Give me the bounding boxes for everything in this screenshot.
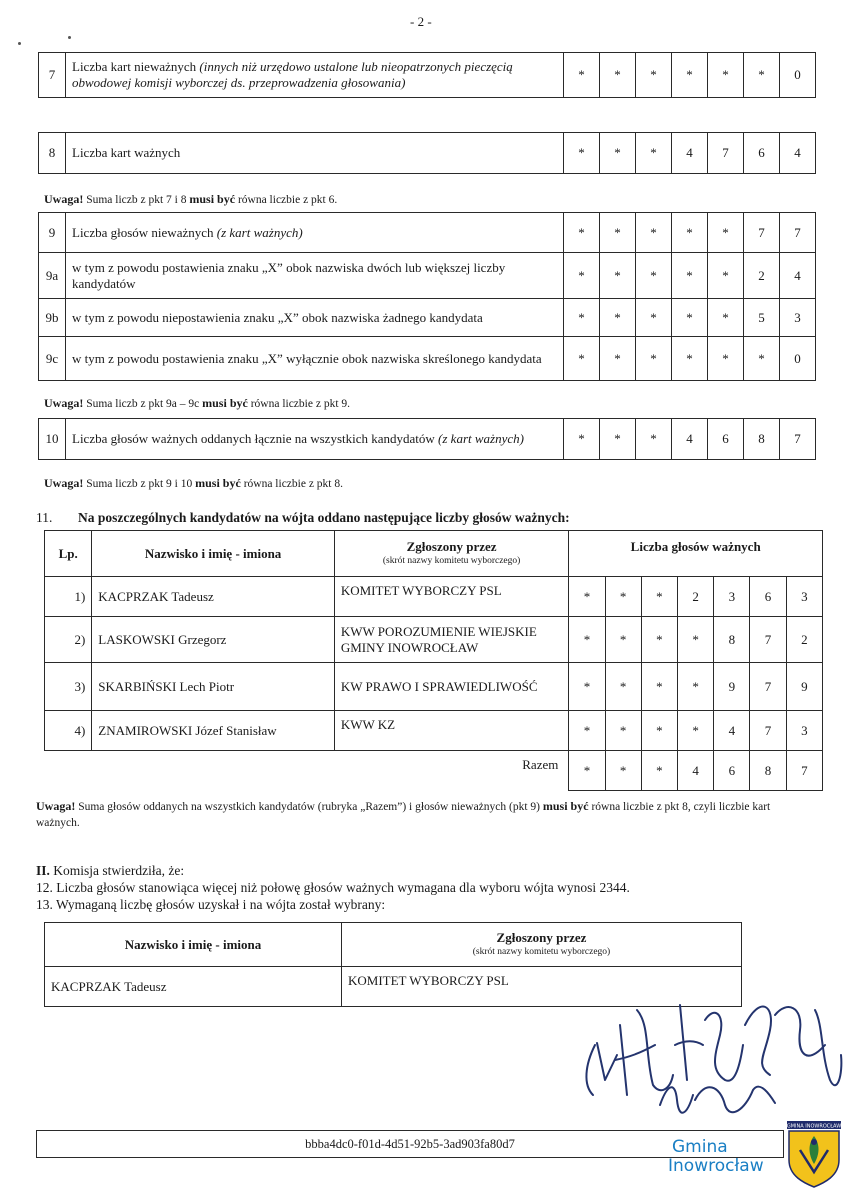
digit-cell: *	[636, 337, 672, 381]
coat-of-arms-icon	[786, 1120, 842, 1188]
digit-cell: *	[600, 337, 636, 381]
cand-lp: 1)	[45, 577, 92, 617]
digit-cell: 3	[786, 711, 822, 751]
digit-cell: *	[569, 751, 605, 791]
digit-cell: *	[672, 337, 708, 381]
row-label: Liczba głosów nieważnych (z kart ważnych)	[66, 213, 564, 253]
digit-cell: 7	[708, 133, 744, 174]
digit-cell: 5	[744, 299, 780, 337]
digit-cell: *	[564, 53, 600, 98]
cand-committee: KWW POROZUMIENIE WIEJSKIE GMINY INOWROCŁAW	[334, 617, 569, 663]
table-row	[45, 711, 823, 751]
digit-cell: 7	[744, 213, 780, 253]
digit-cell: *	[672, 53, 708, 98]
cand-committee: KOMITET WYBORCZY PSL	[334, 577, 569, 617]
digit-cell: 2	[786, 617, 822, 663]
cand-committee: KWW KZ	[334, 711, 569, 751]
digit-cell: 7	[786, 751, 822, 791]
line-13: 13. Wymaganą liczbę głosów uzyskał i na wójta został wybrany:	[36, 897, 386, 912]
winner-col-name: Nazwisko i imię - imiona	[45, 923, 342, 967]
digit-cell: *	[564, 419, 600, 460]
scan-speck	[18, 42, 21, 45]
page-number: - 2 -	[410, 14, 432, 29]
digit-cell: 7	[780, 213, 816, 253]
row-number: 10	[39, 419, 66, 460]
digit-cell: 8	[714, 617, 750, 663]
gmina-logo-text: Gmina Inowrocław	[668, 1137, 764, 1176]
digit-cell: *	[636, 133, 672, 174]
digit-cell: 4	[678, 751, 714, 791]
digit-cell: *	[636, 253, 672, 299]
digit-cell: 7	[780, 419, 816, 460]
digit-cell: *	[600, 419, 636, 460]
digit-cell: 7	[750, 711, 786, 751]
section-ii-heading: II. Komisja stwierdziła, że:	[36, 863, 185, 878]
winner-name: KACPRZAK Tadeusz	[45, 967, 342, 1007]
digit-cell: *	[641, 577, 677, 617]
digit-cell: 7	[750, 663, 786, 711]
digit-cell: *	[708, 53, 744, 98]
digit-cell: 2	[678, 577, 714, 617]
section-ii	[36, 862, 630, 913]
row-label: Liczba kart nieważnych (innych niż urzędowo ustalone lub nieopatrzonych pieczęcią obwodowej komisji wyborczej ds. przeprowadzenia głosowania)	[66, 53, 564, 98]
svg-text:GMINA INOWROCŁAW: GMINA INOWROCŁAW	[786, 1123, 842, 1130]
cand-lp: 2)	[45, 617, 92, 663]
digit-cell: *	[678, 617, 714, 663]
digit-cell: *	[672, 253, 708, 299]
row-number: 9	[39, 213, 66, 253]
total-row	[45, 751, 823, 791]
digit-cell: *	[564, 253, 600, 299]
winner-col-committee: Zgłoszony przez (skrót nazwy komitetu wyborczego)	[342, 923, 742, 967]
digit-cell: 4	[780, 133, 816, 174]
cand-committee: KW PRAWO I SPRAWIEDLIWOŚĆ	[334, 663, 569, 711]
row-10-table	[38, 418, 816, 460]
digit-cell: *	[600, 53, 636, 98]
digit-cell: *	[569, 663, 605, 711]
digit-cell: *	[672, 213, 708, 253]
cand-name: KACPRZAK Tadeusz	[92, 577, 335, 617]
signature-scribble	[575, 985, 845, 1130]
digit-cell: *	[744, 337, 780, 381]
digit-cell: 9	[786, 663, 822, 711]
row-number: 8	[39, 133, 66, 174]
col-lp: Lp.	[45, 531, 92, 577]
digit-cell: *	[641, 711, 677, 751]
row-label: Liczba głosów ważnych oddanych łącznie na wszystkich kandydatów (z kart ważnych)	[66, 419, 564, 460]
digit-cell: 6	[708, 419, 744, 460]
digit-cell: *	[564, 299, 600, 337]
digit-cell: 6	[744, 133, 780, 174]
digit-cell: *	[605, 663, 641, 711]
digit-cell: *	[569, 711, 605, 751]
cand-name: ZNAMIROWSKI Józef Stanisław	[92, 711, 335, 751]
digit-cell: *	[636, 213, 672, 253]
digit-cell: 0	[780, 337, 816, 381]
cand-name: LASKOWSKI Grzegorz	[92, 617, 335, 663]
row-label: w tym z powodu postawienia znaku „X” obok nazwiska dwóch lub większej liczby kandydatów	[66, 253, 564, 299]
digit-cell: *	[569, 617, 605, 663]
rows-9-table	[38, 212, 816, 381]
digit-cell: *	[605, 751, 641, 791]
cand-name: SKARBIŃSKI Lech Piotr	[92, 663, 335, 711]
digit-cell: *	[641, 617, 677, 663]
digit-cell: *	[636, 53, 672, 98]
row-number: 9c	[39, 337, 66, 381]
digit-cell: 6	[714, 751, 750, 791]
digit-cell: 3	[714, 577, 750, 617]
digit-cell: 3	[780, 299, 816, 337]
digit-cell: *	[600, 213, 636, 253]
table-row	[45, 577, 823, 617]
digit-cell: *	[678, 663, 714, 711]
winner-committee: KOMITET WYBORCZY PSL	[342, 967, 742, 1007]
digit-cell: *	[678, 711, 714, 751]
digit-cell: 3	[786, 577, 822, 617]
note-total: Uwaga! Suma głosów oddanych na wszystkich kandydatów (rubryka „Razem”) i głosów nieważnych (pkt 9) musi być równa liczbie z pkt 8, czyli liczbie kart ważnych.	[36, 799, 771, 829]
note-sum-9: Uwaga! Suma liczb z pkt 9a – 9c musi być równa liczbie z pkt 9.	[44, 396, 351, 410]
total-label: Razem	[522, 757, 559, 772]
digit-cell: *	[600, 299, 636, 337]
digit-cell: *	[605, 617, 641, 663]
digit-cell: *	[564, 213, 600, 253]
digit-cell: 8	[744, 419, 780, 460]
digit-cell: *	[708, 299, 744, 337]
row-8-table	[38, 132, 816, 174]
document-id: bbba4dc0-f01d-4d51-92b5-3ad903fa80d7	[305, 1137, 515, 1151]
digit-cell: *	[744, 53, 780, 98]
digit-cell: *	[564, 337, 600, 381]
line-12: 12. Liczba głosów stanowiąca więcej niż połowę głosów ważnych wymagana dla wyboru wójta wynosi 2344.	[36, 880, 630, 895]
digit-cell: *	[605, 577, 641, 617]
digit-cell: *	[708, 337, 744, 381]
digit-cell: *	[569, 577, 605, 617]
col-name: Nazwisko i imię - imiona	[92, 531, 335, 577]
table-row	[45, 617, 823, 663]
digit-cell: 2	[744, 253, 780, 299]
row-7-table	[38, 52, 816, 98]
row-label: w tym z powodu postawienia znaku „X” wyłącznie obok nazwiska skreślonego kandydata	[66, 337, 564, 381]
digit-cell: 4	[672, 133, 708, 174]
section-11-heading: 11. Na poszczególnych kandydatów na wójta oddano następujące liczby głosów ważnych:	[36, 510, 570, 525]
row-label: w tym z powodu niepostawienia znaku „X” obok nazwiska żadnego kandydata	[66, 299, 564, 337]
candidates-table	[44, 530, 823, 791]
col-votes: Liczba głosów ważnych	[569, 531, 823, 577]
digit-cell: *	[600, 133, 636, 174]
digit-cell: 4	[672, 419, 708, 460]
digit-cell: 6	[750, 577, 786, 617]
row-label: Liczba kart ważnych	[66, 133, 564, 174]
digit-cell: *	[708, 213, 744, 253]
digit-cell: *	[708, 253, 744, 299]
digit-cell: *	[605, 711, 641, 751]
digit-cell: *	[636, 299, 672, 337]
digit-cell: 9	[714, 663, 750, 711]
digit-cell: *	[641, 663, 677, 711]
digit-cell: *	[636, 419, 672, 460]
digit-cell: *	[641, 751, 677, 791]
col-committee: Zgłoszony przez (skrót nazwy komitetu wyborczego)	[334, 531, 569, 577]
digit-cell: 4	[714, 711, 750, 751]
row-number: 9a	[39, 253, 66, 299]
row-number: 7	[39, 53, 66, 98]
table-row	[45, 663, 823, 711]
digit-cell: 8	[750, 751, 786, 791]
digit-cell: 4	[780, 253, 816, 299]
digit-cell: 0	[780, 53, 816, 98]
cand-lp: 3)	[45, 663, 92, 711]
note-sum-7-8: Uwaga! Suma liczb z pkt 7 i 8 musi być równa liczbie z pkt 6.	[44, 192, 338, 206]
digit-cell: *	[672, 299, 708, 337]
scan-speck	[68, 36, 71, 39]
digit-cell: *	[564, 133, 600, 174]
cand-lp: 4)	[45, 711, 92, 751]
digit-cell: 7	[750, 617, 786, 663]
note-sum-9-10: Uwaga! Suma liczb z pkt 9 i 10 musi być równa liczbie z pkt 8.	[44, 476, 343, 490]
digit-cell: *	[600, 253, 636, 299]
row-number: 9b	[39, 299, 66, 337]
